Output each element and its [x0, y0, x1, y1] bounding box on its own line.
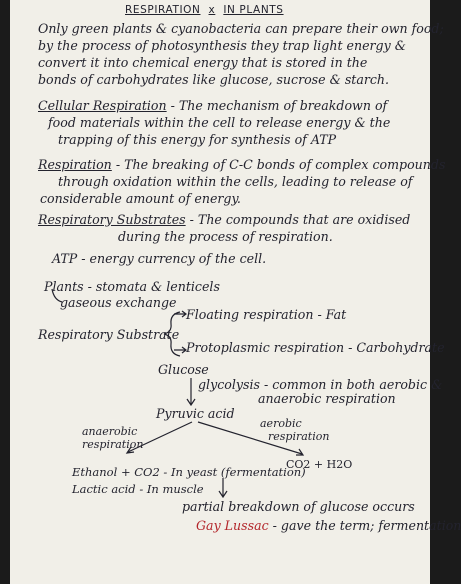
respiration-term: Respiration — [38, 157, 112, 172]
diagram-arrows — [10, 0, 430, 584]
notebook-page — [10, 0, 461, 584]
title-word1: RESPIRATION — [125, 4, 201, 16]
arrow-to-anaerobic — [127, 422, 192, 453]
glucose-label: Glucose — [158, 362, 209, 377]
arrow-fat — [174, 311, 186, 317]
pyruvic-acid-label: Pyruvic acid — [156, 406, 235, 421]
intro-line-1: Only green plants & cyanobacteria can prepare their own food; — [38, 21, 444, 36]
respiration-def-3: considerable amount of energy. — [40, 191, 241, 206]
cellular-respiration-def-3: trapping of this energy for synthesis of ATP — [58, 132, 337, 147]
intro-line-4: bonds of carbohydrates like glucose, sucrose & starch. — [38, 72, 390, 87]
arrow-glucose-to-pyruvate — [187, 378, 195, 405]
respiration-def-1: - The breaking of C-C bonds of complex compounds — [115, 157, 446, 172]
respiration-def-2: through oxidation within the cells, leading to release of — [58, 174, 413, 189]
substrate-branch-fat: Floating respiration - Fat — [186, 307, 347, 322]
title-word2: IN PLANTS — [223, 4, 284, 16]
respiratory-substrates-def-2: during the process of respiration. — [118, 229, 333, 244]
plants-line-1: Plants - stomata & lenticels — [44, 279, 220, 294]
anaerobic-label-1: anaerobic — [82, 425, 138, 438]
aerobic-products: CO2 + H2O — [286, 458, 353, 471]
substrate-branch-carbohydrate: Protoplasmic respiration - Carbohydrate — [186, 340, 445, 355]
respiratory-substrates-term: Respiratory Substrates — [38, 212, 186, 227]
lactic-acid-line: Lactic acid - In muscle — [72, 482, 204, 496]
substrate-diagram-label: Respiratory Substrate — [38, 327, 180, 342]
partial-breakdown-note: partial breakdown of glucose occurs — [182, 499, 415, 514]
arrow-to-partial-breakdown — [219, 478, 227, 497]
gay-lussac-note: - gave the term; fermentation — [272, 518, 461, 533]
plants-line-2: gaseous exchange — [60, 295, 177, 310]
cellular-respiration-def-2: food materials within the cell to release energy & the — [48, 115, 391, 130]
glycolysis-label: glycolysis - common in both aerobic & — [198, 377, 443, 392]
anaerobic-label-2: respiration — [82, 438, 144, 451]
glycolysis-label-cont: anaerobic respiration — [258, 391, 396, 406]
cellular-respiration-term: Cellular Respiration — [38, 98, 167, 113]
title-separator: x — [208, 4, 216, 16]
arrow-carbohydrate — [174, 347, 186, 353]
atp-note: ATP - energy currency of the cell. — [52, 251, 267, 266]
gaseous-exchange-hook — [52, 289, 62, 302]
aerobic-label-2: respiration — [268, 430, 330, 443]
intro-line-3: convert it into chemical energy that is stored in the — [38, 55, 368, 70]
gay-lussac-name: Gay Lussac — [196, 518, 269, 533]
arrow-to-aerobic — [198, 422, 303, 455]
respiratory-substrates-def-1: - The compounds that are oxidised — [189, 212, 411, 227]
ethanol-line: Ethanol + CO2 - In yeast (fermentation) — [72, 465, 306, 479]
cellular-respiration-def-1: - The mechanism of breakdown of — [170, 98, 388, 113]
intro-line-2: by the process of photosynthesis they trap light energy & — [38, 38, 406, 53]
aerobic-label-1: aerobic — [260, 417, 302, 430]
